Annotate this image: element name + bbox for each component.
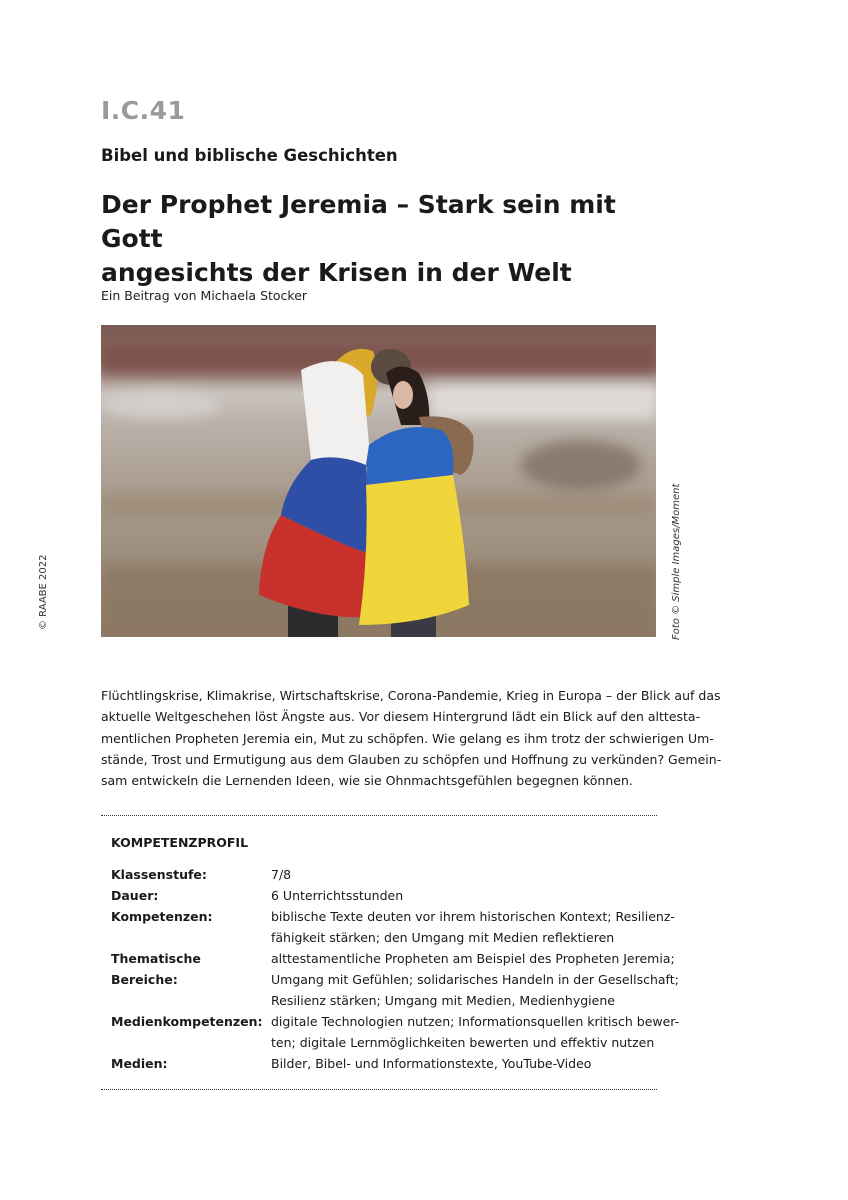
- kp-value-line: Umgang mit Gefühlen; solidarisches Handeln in der Gesellschaft;: [271, 972, 679, 987]
- divider-top: [101, 815, 657, 816]
- intro-paragraph: [101, 685, 722, 791]
- author-line: Ein Beitrag von Michaela Stocker: [101, 288, 308, 303]
- kp-value-line: fähigkeit stärken; den Umgang mit Medien reflektieren: [271, 930, 615, 945]
- divider-bottom: [101, 1089, 657, 1090]
- kp-row-klassenstufe: [111, 864, 651, 885]
- kompetenzprofil-table: [111, 864, 680, 1074]
- photo-credit: Foto © Simple Images/Moment: [671, 483, 682, 640]
- intro-line: sam entwickeln die Lernenden Ideen, wie sie Ohnmachtsgefühlen begegnen können.: [101, 773, 633, 789]
- kp-label: Klassenstufe:: [111, 867, 207, 882]
- document-code: I.C.41: [101, 96, 186, 125]
- kp-value-line: 7/8: [271, 867, 292, 882]
- intro-line: aktuelle Weltgeschehen löst Ängste aus. Vor diesem Hintergrund lädt ein Blick auf den alttesta-: [101, 709, 701, 725]
- kp-value: [271, 1011, 679, 1053]
- kp-value-line: digitale Technologien nutzen; Informationsquellen kritisch bewer-: [271, 1014, 680, 1029]
- kp-label: Thematische Bereiche:: [111, 951, 201, 987]
- kp-label: Kompetenzen:: [111, 909, 213, 924]
- kp-value-line: Resilienz stärken; Umgang mit Medien, Medienhygiene: [271, 993, 615, 1008]
- intro-line: mentlichen Propheten Jeremia ein, Mut zu schöpfen. Wie gelang es ihm trotz der schwierigen Um-: [101, 730, 714, 746]
- kp-value: [271, 906, 675, 948]
- kp-value-line: biblische Texte deuten vor ihrem historischen Kontext; Resilienz-: [271, 909, 675, 924]
- title-line: Der Prophet Jeremia – Stark sein mit Gott: [101, 190, 616, 253]
- page-title: [101, 188, 661, 290]
- kp-value: [271, 948, 679, 1011]
- copyright-notice: © RAABE 2022: [38, 554, 49, 630]
- kp-value-line: Bilder, Bibel- und Informationstexte, YouTube-Video: [271, 1056, 592, 1071]
- cover-photo: [101, 325, 656, 637]
- intro-line: stände, Trost und Ermutigung aus dem Glauben zu schöpfen und Hoffnung zu verkünden? Gemein-: [101, 751, 722, 767]
- kp-label: Medienkompetenzen:: [111, 1014, 263, 1029]
- kp-row-dauer: [111, 885, 651, 906]
- kp-row-medien: [111, 1053, 651, 1074]
- kp-row-kompetenzen: [111, 906, 675, 948]
- title-line: angesichts der Krisen in der Welt: [101, 258, 572, 287]
- kp-value: [271, 885, 403, 906]
- kp-label: Dauer:: [111, 888, 159, 903]
- kp-row-thematische-bereiche: [111, 948, 679, 1011]
- intro-line: Flüchtlingskrise, Klimakrise, Wirtschaftskrise, Corona-Pandemie, Krieg in Europa – der Blick auf das: [101, 688, 721, 703]
- kp-value-line: ten; digitale Lernmöglichkeiten bewerten und effektiv nutzen: [271, 1035, 655, 1050]
- kompetenzprofil-heading: KOMPETENZPROFIL: [111, 835, 249, 850]
- kp-value: [271, 864, 291, 885]
- kp-value-line: 6 Unterrichtsstunden: [271, 888, 404, 903]
- kp-row-medienkompetenzen: [111, 1011, 680, 1053]
- series-title: Bibel und biblische Geschichten: [101, 146, 398, 165]
- kp-value: [271, 1053, 591, 1074]
- kp-value-line: alttestamentliche Propheten am Beispiel des Propheten Jeremia;: [271, 951, 675, 966]
- kp-label: Medien:: [111, 1056, 168, 1071]
